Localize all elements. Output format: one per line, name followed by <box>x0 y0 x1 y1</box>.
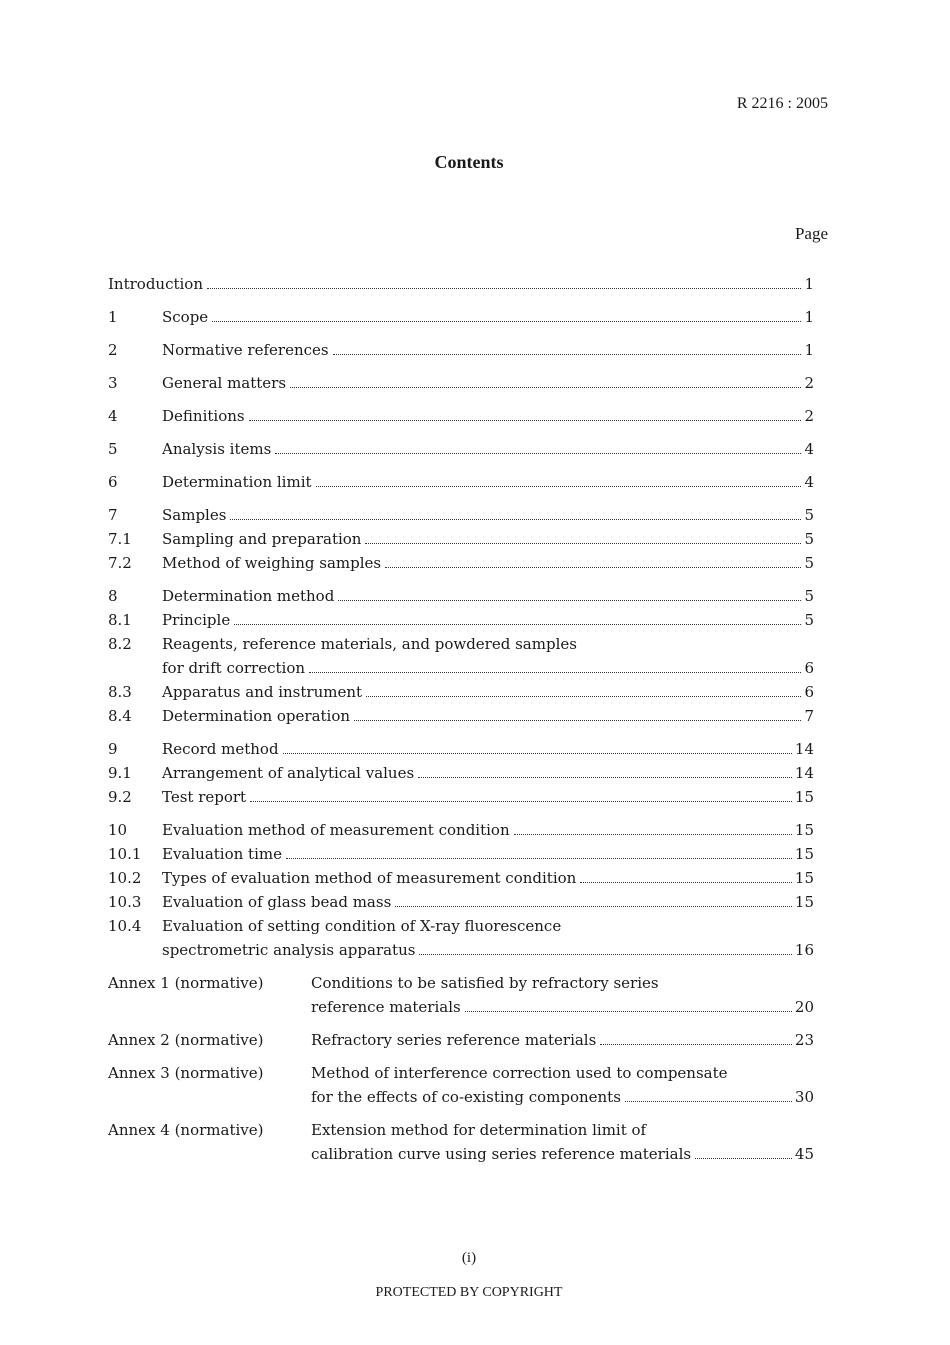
toc-entry-text: Record method <box>162 740 279 758</box>
toc-entry-number: 7.2 <box>108 554 132 572</box>
leader-dots <box>316 485 802 487</box>
toc-entry-text: Method of weighing samples <box>162 554 382 572</box>
annex-label: Annex 2 (normative) <box>108 1031 264 1049</box>
leader-dots <box>354 719 801 721</box>
toc-entry-page: 1 <box>804 275 814 293</box>
toc-annex-2[interactable] <box>108 1028 814 1052</box>
standard-id: R 2216 : 2005 <box>736 95 828 112</box>
toc-entry-text-line1: Reagents, reference materials, and powdered samples <box>162 635 577 653</box>
toc-entry-number: 1 <box>108 308 118 326</box>
toc-entry-text: Evaluation method of measurement condition <box>162 821 510 839</box>
toc-entry-text: Scope <box>162 308 209 326</box>
toc-entry-text: Apparatus and instrument <box>162 683 363 701</box>
toc-entry-text: Analysis items <box>162 440 272 458</box>
table-of-contents <box>108 272 814 1166</box>
toc-entry-page: 6 <box>804 683 814 701</box>
annex-text: Refractory series reference materials <box>311 1031 597 1049</box>
annex-label: Annex 3 (normative) <box>108 1064 264 1082</box>
toc-entry-number: 6 <box>108 473 118 491</box>
toc-entry-10-2[interactable] <box>108 866 814 890</box>
leader-dots <box>695 1157 792 1159</box>
toc-entry-7[interactable] <box>108 503 814 527</box>
leader-dots <box>366 695 801 697</box>
toc-entry-number: 10.3 <box>108 893 142 911</box>
toc-entry-7-1[interactable] <box>108 527 814 551</box>
toc-entry-page: 7 <box>804 707 814 725</box>
toc-entry-text-line1: Evaluation of setting condition of X-ray fluorescence <box>162 917 562 935</box>
toc-entry-text: Arrangement of analytical values <box>162 764 415 782</box>
annex-text-line2: calibration curve using series reference materials <box>311 1145 692 1163</box>
toc-entry-page: 4 <box>804 473 814 491</box>
toc-entry-7-2[interactable] <box>108 551 814 575</box>
annex-text-line1: Conditions to be satisfied by refractory series <box>311 974 659 992</box>
toc-entry-number: 10.4 <box>108 917 142 935</box>
toc-entry-page: 23 <box>794 1031 814 1049</box>
toc-entry-number: 9.1 <box>108 764 132 782</box>
toc-entry-text-line2: spectrometric analysis apparatus <box>162 941 416 959</box>
copyright-notice: PROTECTED BY COPYRIGHT <box>375 1285 563 1300</box>
toc-entry-page: 15 <box>794 869 814 887</box>
footer-page-number: (i) <box>461 1250 477 1266</box>
leader-dots <box>275 452 801 454</box>
leader-dots <box>250 800 792 802</box>
leader-dots <box>309 671 801 673</box>
toc-entry-number: 7 <box>108 506 118 524</box>
leader-dots <box>365 542 801 544</box>
toc-entry-page: 1 <box>804 341 814 359</box>
leader-dots <box>230 518 801 520</box>
leader-dots <box>290 386 801 388</box>
toc-entry-page: 15 <box>794 788 814 806</box>
toc-entry-9-1[interactable] <box>108 761 814 785</box>
toc-entry-text: Introduction <box>108 275 203 293</box>
annex-text-line2: for the effects of co-existing components <box>311 1088 621 1106</box>
toc-entry-page: 15 <box>794 821 814 839</box>
leader-dots <box>395 905 792 907</box>
toc-entry-8-2[interactable] <box>108 632 814 656</box>
toc-annex-4[interactable] <box>108 1118 814 1166</box>
toc-entry-page: 5 <box>804 587 814 605</box>
toc-entry-number: 10 <box>108 821 128 839</box>
toc-entry-text: Sampling and preparation <box>162 530 362 548</box>
toc-entry-number: 8.3 <box>108 683 132 701</box>
toc-entry-page: 5 <box>804 530 814 548</box>
toc-entry-page: 2 <box>804 407 814 425</box>
toc-entry-text: Determination method <box>162 587 335 605</box>
toc-entry-number: 10.2 <box>108 869 142 887</box>
toc-entry-page: 15 <box>794 893 814 911</box>
annex-text-line1: Extension method for determination limit of <box>311 1121 647 1139</box>
toc-entry-number: 8.2 <box>108 635 132 653</box>
toc-entry-text: Normative references <box>162 341 329 359</box>
toc-entry-text: Types of evaluation method of measurement condition <box>162 869 577 887</box>
toc-entry-number: 9 <box>108 740 118 758</box>
toc-entry-number: 5 <box>108 440 118 458</box>
leader-dots <box>286 857 792 859</box>
toc-entry-page: 20 <box>794 998 814 1016</box>
toc-entry-text: Principle <box>162 611 231 629</box>
toc-entry-page: 6 <box>804 659 814 677</box>
toc-entry-page: 5 <box>804 506 814 524</box>
annex-label: Annex 1 (normative) <box>108 974 264 992</box>
toc-entry-4[interactable] <box>108 404 814 428</box>
leader-dots <box>514 833 792 835</box>
leader-dots <box>234 623 801 625</box>
toc-entry-text-line2: for drift correction <box>162 659 306 677</box>
toc-entry-text: General matters <box>162 374 287 392</box>
toc-entry-number: 7.1 <box>108 530 132 548</box>
page-title: Contents <box>434 152 504 172</box>
toc-entry-6[interactable] <box>108 470 814 494</box>
toc-entry-text: Determination limit <box>162 473 312 491</box>
leader-dots <box>249 419 802 421</box>
toc-entry-9[interactable] <box>108 737 814 761</box>
leader-dots <box>385 566 801 568</box>
toc-entry-page: 30 <box>794 1088 814 1106</box>
toc-entry-10-1[interactable] <box>108 842 814 866</box>
toc-entry-5[interactable] <box>108 437 814 461</box>
toc-entry-text: Test report <box>162 788 247 806</box>
toc-entry-text: Samples <box>162 506 227 524</box>
toc-entry-8-2-continued[interactable] <box>108 656 814 680</box>
leader-dots <box>333 353 802 355</box>
toc-entry-page: 2 <box>804 374 814 392</box>
leader-dots <box>465 1010 792 1012</box>
toc-entry-number: 9.2 <box>108 788 132 806</box>
toc-entry-text: Definitions <box>162 407 245 425</box>
leader-dots <box>338 599 801 601</box>
leader-dots <box>419 953 791 955</box>
annex-text-line2: reference materials <box>311 998 461 1016</box>
leader-dots <box>625 1100 792 1102</box>
toc-entry-page: 15 <box>794 845 814 863</box>
toc-entry-page: 14 <box>794 740 814 758</box>
toc-entry-1[interactable] <box>108 305 814 329</box>
toc-entry-number: 2 <box>108 341 118 359</box>
toc-entry-number: 3 <box>108 374 118 392</box>
leader-dots <box>418 776 792 778</box>
toc-annex-1[interactable] <box>108 971 814 1019</box>
toc-entry-number: 10.1 <box>108 845 142 863</box>
toc-entry-page: 5 <box>804 611 814 629</box>
toc-entry-text: Evaluation of glass bead mass <box>162 893 392 911</box>
leader-dots <box>600 1043 792 1045</box>
toc-entry-10[interactable] <box>108 818 814 842</box>
toc-entry-number: 8.4 <box>108 707 132 725</box>
toc-entry-10-3[interactable] <box>108 890 814 914</box>
toc-entry-text: Determination operation <box>162 707 351 725</box>
toc-entry-number: 8.1 <box>108 611 132 629</box>
toc-entry-10-4-continued[interactable] <box>108 938 814 962</box>
leader-dots <box>207 287 801 289</box>
toc-entry-page: 45 <box>794 1145 814 1163</box>
annex-text-line1: Method of interference correction used to compensate <box>311 1064 728 1082</box>
page-column-heading: Page <box>794 224 828 243</box>
toc-entry-page: 1 <box>804 308 814 326</box>
leader-dots <box>212 320 801 322</box>
toc-entry-text: Evaluation time <box>162 845 282 863</box>
toc-entry-number: 4 <box>108 407 118 425</box>
toc-entry-8-3[interactable] <box>108 680 814 704</box>
leader-dots <box>283 752 792 754</box>
toc-entry-page: 4 <box>804 440 814 458</box>
toc-entry-10-4[interactable] <box>108 914 814 938</box>
toc-entry-3[interactable] <box>108 371 814 395</box>
toc-entry-page: 16 <box>794 941 814 959</box>
toc-entry-page: 14 <box>794 764 814 782</box>
toc-entry-8-4[interactable] <box>108 704 814 728</box>
toc-entry-page: 5 <box>804 554 814 572</box>
toc-entry-introduction[interactable] <box>108 272 814 296</box>
toc-annex-3[interactable] <box>108 1061 814 1109</box>
leader-dots <box>580 881 792 883</box>
toc-entry-8[interactable] <box>108 584 814 608</box>
toc-entry-9-2[interactable] <box>108 785 814 809</box>
toc-entry-number: 8 <box>108 587 118 605</box>
toc-entry-2[interactable] <box>108 338 814 362</box>
annex-label: Annex 4 (normative) <box>108 1121 264 1139</box>
toc-entry-8-1[interactable] <box>108 608 814 632</box>
